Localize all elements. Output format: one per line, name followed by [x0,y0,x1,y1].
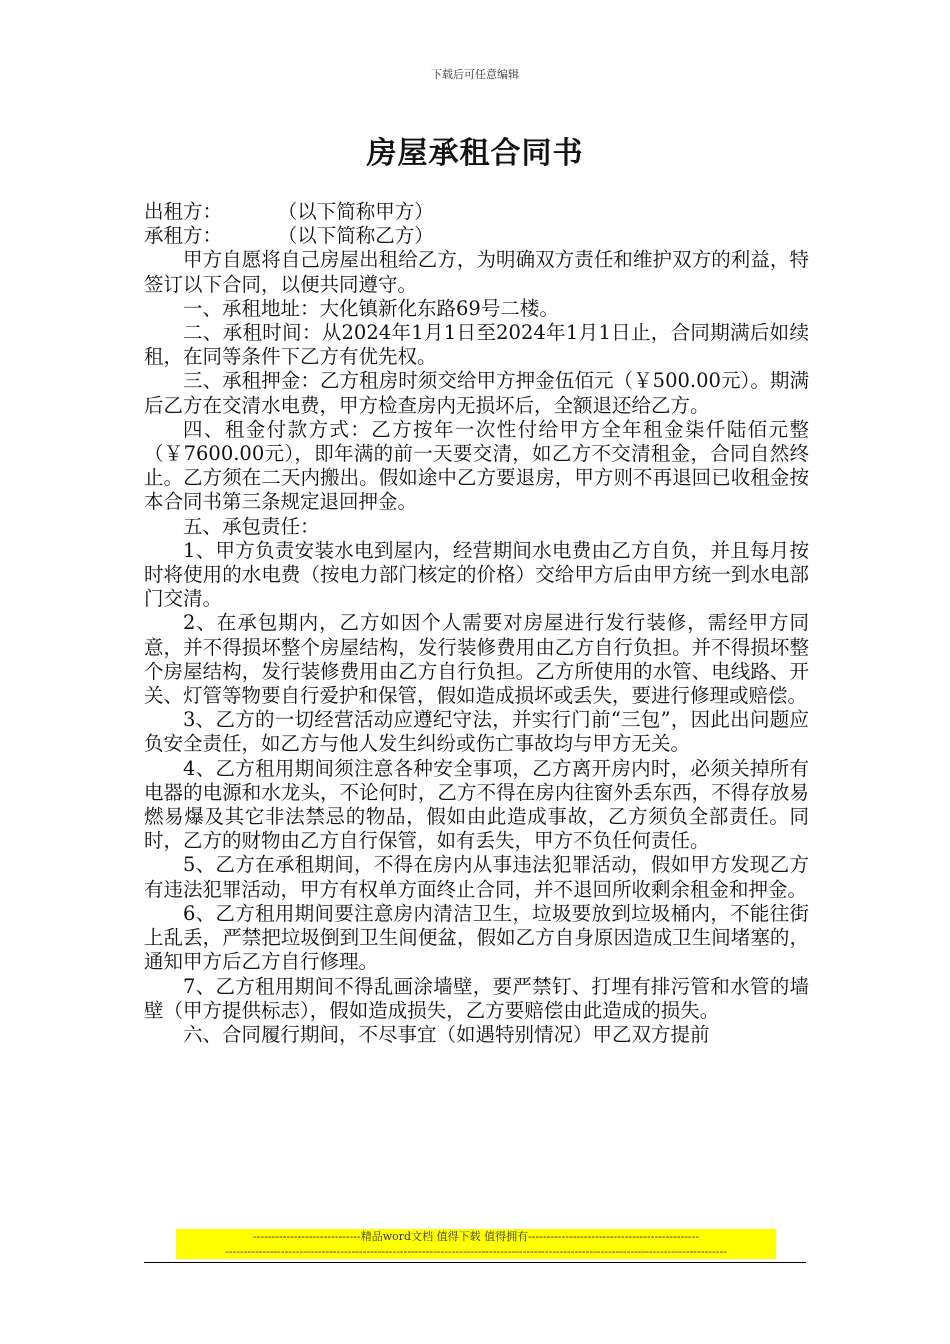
paragraph-term: 二、承租时间：从2024年1月1日至2024年1月1日止，合同期满后如续租，在同等条件下乙方有优先权。 [144,321,809,369]
paragraph-clause-2: 2、在承包期内，乙方如因个人需要对房屋进行发行装修，需经甲方同意，并不得损坏整个房屋结构，发行装修费用由乙方自行负担。并不得损坏整个房屋结构，发行装修费用由乙方自行负担。乙方所使用的水管、电线路、开关、灯管等物要自行爱护和保管，假如造成损坏或丢失，要进行修理或赔偿。 [144,611,809,708]
footer-banner [176,1229,776,1259]
lessee-line: 承租方： （以下简称乙方） [144,224,434,248]
header-note: 下载后可任意编辑 [431,68,519,81]
paragraph-address: 一、承租地址：大化镇新化东路69号二楼。 [183,296,559,320]
paragraph-clause-6: 6、乙方租用期间要注意房内清洁卫生，垃圾要放到垃圾桶内，不能往街上乱丢，严禁把垃圾倒到卫生间便盆，假如乙方自身原因造成卫生间堵塞的，通知甲方后乙方自行修理。 [144,901,809,974]
paragraph-clause-5: 5、乙方在承租期间，不得在房内从事违法犯罪活动，假如甲方发现乙方有违法犯罪活动，甲方有权单方面终止合同，并不退回所收剩余租金和押金。 [144,853,809,901]
footer-banner-line-1: -----------------------------精品word文档 值得下载 值得拥有---------------------------------------------- [176,1229,776,1244]
lessor-line: 出租方： （以下简称甲方） [144,200,434,223]
paragraph-intro: 甲方自愿将自己房屋出租给乙方，为明确双方责任和维护双方的利益，特签订以下合同，以便共同遵守。 [144,248,809,296]
paragraph-clause-4: 4、乙方租用期间须注意各种安全事项，乙方离开房内时，必须关掉所有电器的电源和水龙头，不论何时，乙方不得在房内往窗外丢东西，不得存放易燃易爆及其它非法禁忌的物品，假如由此造成事故，乙方须负全部责任。同时，乙方的财物由乙方自行保管，如有丢失，甲方不负任何责任。 [144,756,809,853]
paragraph-clause-7: 7、乙方租用期间不得乱画涂墙壁，要严禁钉、打埋有排污管和水管的墙壁（甲方提供标志），假如造成损失，乙方要赔偿由此造成的损失。 [144,974,809,1022]
footer-banner-line-2: --------------------------------------------------------------------------------------------------------------------------------------- [176,1244,776,1259]
paragraph-section-6: 六、合同履行期间，不尽事宜（如遇特别情况）甲乙双方提前 [183,1022,710,1046]
paragraph-payment: 四、租金付款方式：乙方按年一次性付给甲方全年租金柒仟陆佰元整（￥7600.00元），即年满的前一天要交清，如乙方不交清租金，合同自然终止。乙方须在二天内搬出。假如途中乙方要退房，甲方则不再退回已收租金按本合同书第三条规定退回押金。 [144,417,809,514]
paragraph-responsibility-heading: 五、承包责任： [183,514,320,538]
footer-divider [144,1262,806,1263]
paragraph-clause-3: 3、乙方的一切经营活动应遵纪守法，并实行门前“三包”，因此出问题应负安全责任，如乙方与他人发生纠纷或伤亡事故均与甲方无关。 [144,708,809,756]
paragraph-clause-1: 1、甲方负责安装水电到屋内，经营期间水电费由乙方自负，并且每月按时将使用的水电费（按电力部门核定的价格）交给甲方后由甲方统一到水电部门交清。 [144,538,809,611]
paragraph-deposit: 三、承租押金：乙方租房时须交给甲方押金伍佰元（￥500.00元）。期满后乙方在交清水电费，甲方检查房内无损坏后，全额退还给乙方。 [144,369,809,417]
contract-body [144,200,809,1047]
document-title: 房屋承租合同书 [366,136,584,171]
